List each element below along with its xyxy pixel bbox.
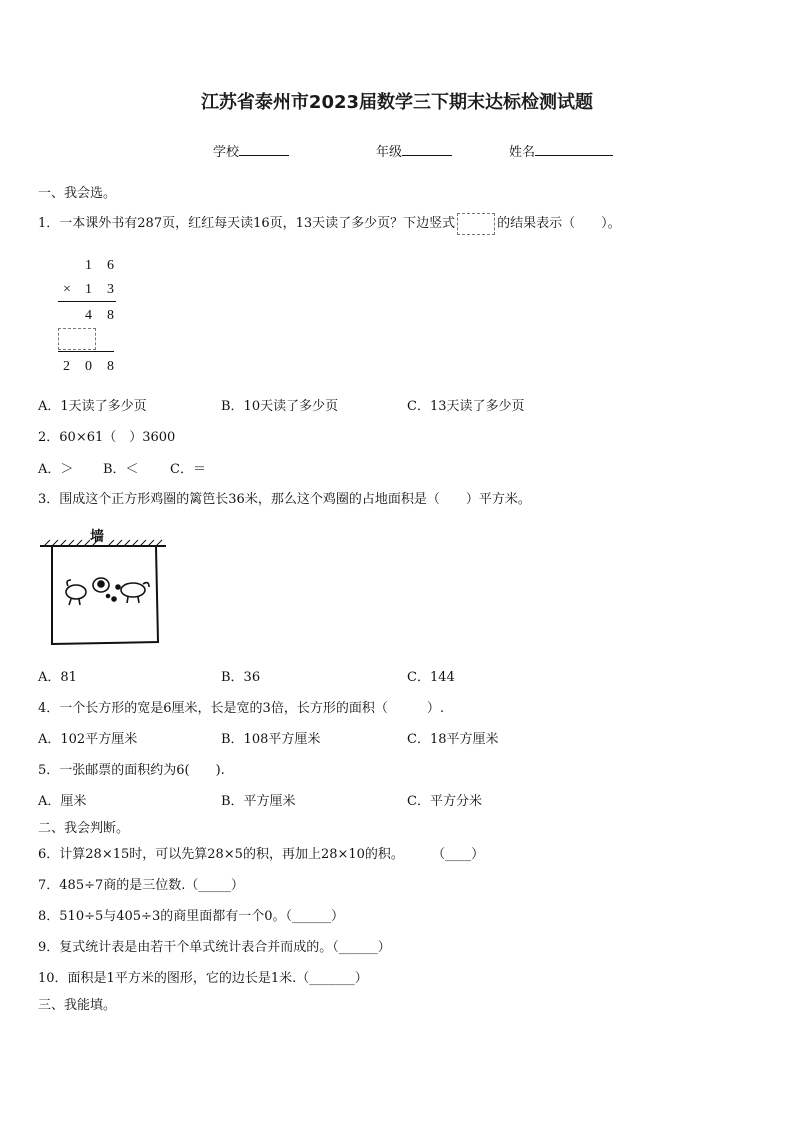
judge-text: 10．面积是1平方米的图形，它的边长是1米. [38,971,297,986]
school-blank[interactable] [239,143,289,156]
name-blank[interactable] [535,143,613,156]
question-2: 2．60×61（ ）3600 [38,430,176,445]
section-heading-2: 二、我会判断。 [38,821,130,836]
calc-digit: 6 [107,258,114,273]
judge-question-10 [38,967,368,986]
q3-option-c[interactable]: C．144 [407,670,455,685]
question-4: 4．一个长方形的宽是6厘米，长是宽的3倍，长方形的面积（ ）. [38,701,444,716]
question-5: 5．一张邮票的面积约为6( ). [38,763,225,778]
question-3: 3．围成这个正方形鸡圈的篱笆长36米，那么这个鸡圈的占地面积是（ ）平方米。 [38,492,531,507]
answer-parentheses[interactable]: （____） [432,847,485,862]
calc-times-sign: × [63,282,71,297]
answer-parentheses[interactable]: （______） [285,909,345,924]
q4-option-a[interactable]: A．102平方厘米 [38,732,138,747]
grade-label: 年级 [376,145,403,160]
judge-text: 9．复式统计表是由若干个单式统计表合并而成的。 [38,940,333,955]
calc-digit: 3 [107,282,114,297]
judge-question-7 [38,874,244,893]
q5-option-a[interactable]: A．厘米 [38,794,87,809]
answer-parentheses[interactable]: （______） [332,940,391,955]
calc-dashed-box [58,328,96,350]
calc-digit: 2 [63,359,70,374]
q4-option-c[interactable]: C．18平方厘米 [407,732,499,747]
q3-option-a[interactable]: A．81 [38,670,77,685]
section-heading-3: 三、我能填。 [38,998,117,1013]
school-field[interactable] [213,141,289,160]
calc-digit: 8 [107,359,114,374]
judge-question-6 [38,843,484,862]
q5-option-b[interactable]: B．平方厘米 [221,794,296,809]
calc-digit: 8 [107,308,114,323]
answer-parentheses[interactable]: （_______） [296,971,368,986]
page-title: 江苏省泰州市2023届数学三下期末达标检测试题 [200,92,594,113]
judge-text: 6．计算28×15时，可以先算28×5的积，再加上28×10的积。 [38,847,404,862]
calc-digit: 4 [85,308,92,323]
wall-label: 墙 [90,529,104,545]
grade-field[interactable] [376,141,452,160]
chicken-coop-figure [38,526,168,648]
q1-option-c[interactable]: C．13天读了多少页 [407,399,525,414]
calc-digit: 1 [85,258,92,273]
question-1-text-end: 的结果表示（ ）。 [497,216,621,231]
q2-option-c[interactable]: C．＝ [170,462,206,477]
name-label: 姓名 [509,145,536,160]
judge-text: 8．510÷5与405÷3的商里面都有一个0。 [38,909,286,924]
judge-text: 7．485÷7商的是三位数. [38,878,186,893]
q1-option-b[interactable]: B．10天读了多少页 [221,399,339,414]
calc-line-2 [58,351,114,352]
dashed-box-placeholder [457,213,495,235]
q4-option-b[interactable]: B．108平方厘米 [221,732,321,747]
q5-option-c[interactable]: C．平方分米 [407,794,482,809]
grade-blank[interactable] [402,143,452,156]
calc-line-1 [58,301,116,302]
question-1-text: 1．一本课外书有287页，红红每天读16页，13天读了多少页？下边竖式 [38,216,456,231]
q2-option-b[interactable]: B．＜ [103,462,139,477]
section-heading-1: 一、我会选。 [38,186,117,201]
calc-digit: 1 [85,282,92,297]
name-field[interactable] [509,141,613,160]
q3-option-b[interactable]: B．36 [221,670,261,685]
answer-parentheses[interactable]: （_____） [185,878,244,893]
school-label: 学校 [213,145,240,160]
question-1 [38,212,621,235]
judge-question-8 [38,905,344,924]
q2-option-a[interactable]: A．＞ [38,462,74,477]
judge-question-9 [38,936,391,955]
calc-digit: 0 [85,359,92,374]
q1-option-a[interactable]: A．1天读了多少页 [38,399,147,414]
